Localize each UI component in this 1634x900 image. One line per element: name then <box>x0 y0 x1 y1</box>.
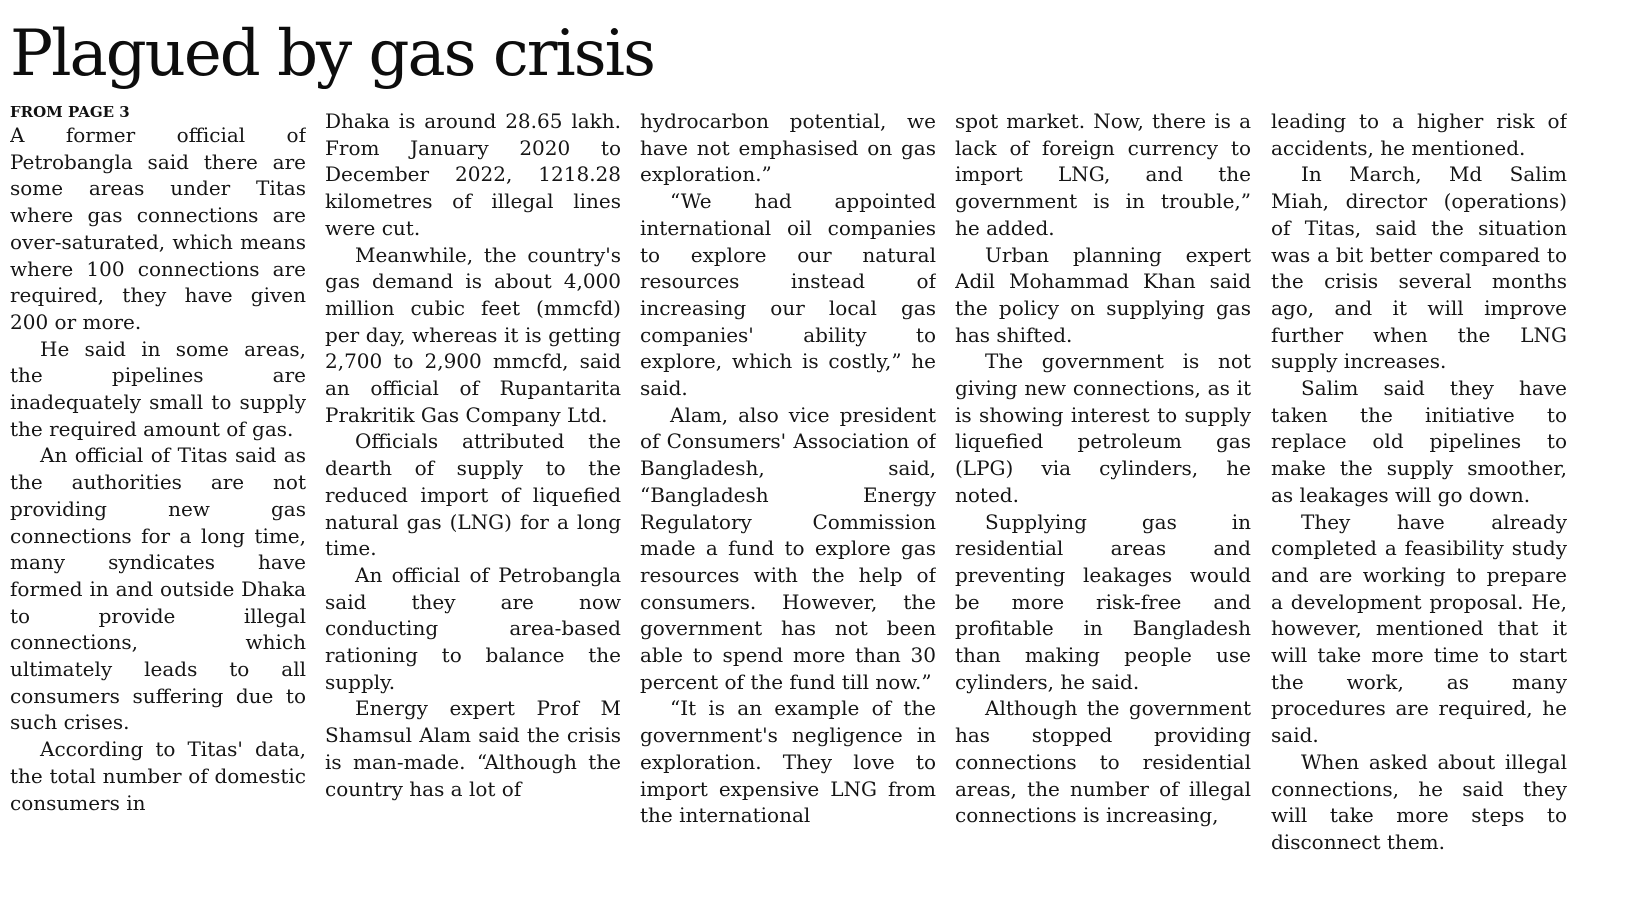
paragraph: An official of Titas said as the authorities are not providing new gas connections for a long time, many syndicates have formed in and outside Dhaka to provide illegal connections, which ultimately leads to all consumers suffering due to such crises. <box>10 443 306 735</box>
article-column-3 <box>640 108 936 898</box>
paragraph: Although the government has stopped providing connections to residential areas, the number of illegal connections is increasing, <box>955 696 1251 828</box>
paragraph: leading to a higher risk of accidents, he mentioned. <box>1271 109 1567 160</box>
paragraph: In March, Md Salim Miah, director (operations) of Titas, said the situation was a bit better compared to the crisis several months ago, and it will improve further when the LNG supply increases. <box>1271 162 1567 374</box>
paragraph: spot market. Now, there is a lack of foreign currency to import LNG, and the government is in trouble,” he added. <box>955 109 1251 240</box>
paragraph: They have already completed a feasibility study and are working to prepare a development proposal. He, however, mentioned that it will take more time to start the work, as many procedures are required, he said. <box>1271 509 1567 748</box>
paragraph: He said in some areas, the pipelines are inadequately small to supply the required amount of gas. <box>10 336 306 441</box>
paragraph: hydrocarbon potential, we have not emphasised on gas exploration.” <box>640 109 936 187</box>
paragraph: “We had appointed international oil companies to explore our natural resources instead of increasing our local gas companies' ability to explore, which is costly,” he said. <box>640 189 936 401</box>
paragraph: Urban planning expert Adil Mohammad Khan said the policy on supplying gas has shifted. <box>955 242 1251 347</box>
paragraph: When asked about illegal connections, he said they will take more steps to disconnect them. <box>1271 749 1567 854</box>
paragraph: Supplying gas in residential areas and preventing leakages would be more risk-free and profitable in Bangladesh than making people use cylinders, he said. <box>955 509 1251 694</box>
article-column-4 <box>955 108 1251 898</box>
paragraph: According to Titas' data, the total number of domestic consumers in <box>10 737 306 815</box>
paragraph: Meanwhile, the country's gas demand is about 4,000 million cubic feet (mmcfd) per day, whereas it is getting 2,700 to 2,900 mmcfd, said an official of Rupantarita Prakritik Gas Company Ltd. <box>325 242 621 427</box>
paragraph: Officials attributed the dearth of supply to the reduced import of liquefied natural gas (LNG) for a long time. <box>325 429 621 561</box>
paragraph: An official of Petrobangla said they are now conducting area-based rationing to balance the supply. <box>325 562 621 694</box>
headline: Plagued by gas crisis <box>10 17 654 91</box>
paragraph: “It is an example of the government's negligence in exploration. They love to import expensive LNG from the international <box>640 696 936 828</box>
paragraph: Energy expert Prof M Shamsul Alam said the crisis is man-made. “Although the country has a lot of <box>325 696 621 801</box>
article-column-5 <box>1271 108 1567 898</box>
article-column-1 <box>10 102 306 892</box>
paragraph: The government is not giving new connections, as it is showing interest to supply liquefied petroleum gas (LPG) via cylinders, he noted. <box>955 349 1251 507</box>
paragraph: Dhaka is around 28.65 lakh. From January 2020 to December 2022, 1218.28 kilometres of illegal lines were cut. <box>325 109 621 240</box>
paragraph: Salim said they have taken the initiative to replace old pipelines to make the supply smoother, as leakages will go down. <box>1271 376 1567 507</box>
paragraph: A former official of Petrobangla said there are some areas under Titas where gas connections are over-saturated, which means where 100 connections are required, they have given 200 or more. <box>10 123 306 334</box>
continuation-kicker: FROM PAGE 3 <box>10 103 130 121</box>
article-column-2 <box>325 108 621 898</box>
paragraph: Alam, also vice president of Consumers' Association of Bangladesh, said, “Bangladesh Energy Regulatory Commission made a fund to explore gas resources with the help of consumers. However, the government has not been able to spend more than 30 percent of the fund till now.” <box>640 402 936 694</box>
